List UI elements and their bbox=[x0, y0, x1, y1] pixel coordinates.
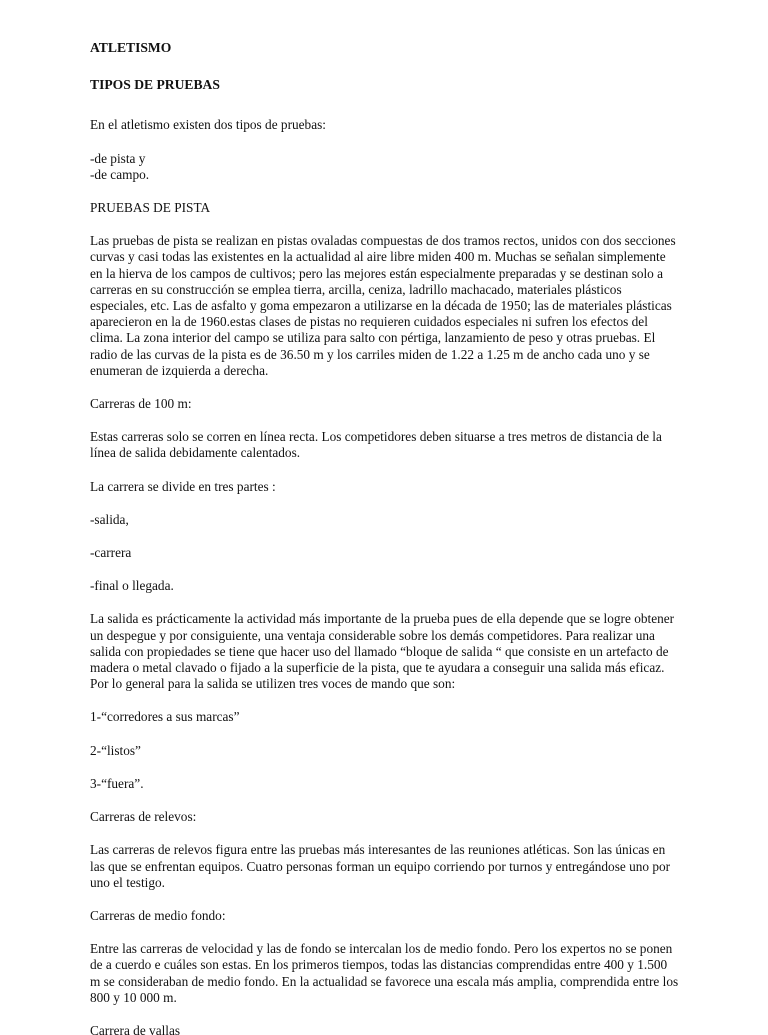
section-heading-track: PRUEBAS DE PISTA bbox=[90, 200, 211, 216]
document-subtitle: TIPOS DE PRUEBAS bbox=[90, 77, 220, 93]
race-part-item: -final o llegada. bbox=[90, 578, 174, 594]
section-heading-relay: Carreras de relevos: bbox=[90, 809, 197, 825]
command-item: 3-“fuera”. bbox=[90, 775, 144, 791]
command-item: 2-“listos” bbox=[90, 742, 141, 758]
intro-paragraph: En el atletismo existen dos tipos de pruebas: bbox=[90, 117, 326, 133]
type-item: -de campo. bbox=[90, 166, 150, 182]
race-parts-intro: La carrera se divide en tres partes : bbox=[90, 478, 276, 494]
start-paragraph: La salida es prácticamente la actividad más importante de la prueba pues de ella depende que se logre obtener un despegue y por consiguiente, una ventaja considerable sobre los demás competidores. Para realizar una salida con propiedades se tiene que hacer uso del llamado “bloque de salida “ que consiste en un artefacto de madera o metal clavado o fijado a la superficie de la pista, que te ayudara a conseguir una salida más eficaz. Por lo general para la salida se utilizen tres voces de mando que son: bbox=[90, 611, 675, 692]
section-heading-hurdles: Carrera de vallas bbox=[90, 1022, 181, 1035]
section-heading-100m: Carreras de 100 m: bbox=[90, 396, 192, 412]
type-item: -de pista y bbox=[90, 150, 146, 166]
race-part-item: -carrera bbox=[90, 545, 132, 561]
types-list bbox=[90, 151, 680, 183]
paragraph-100m: Estas carreras solo se corren en línea recta. Los competidores deben situarse a tres metros de distancia de la línea de salida debidamente calentados. bbox=[90, 429, 662, 461]
relay-paragraph: Las carreras de relevos figura entre las pruebas más interesantes de las reuniones atléticas. Son las únicas en las que se enfrentan equipos. Cuatro personas forman un equipo corriendo por turnos y entregándose uno por uno el testigo. bbox=[90, 842, 671, 890]
document-page bbox=[90, 40, 680, 1035]
section-heading-middle-distance: Carreras de medio fondo: bbox=[90, 907, 226, 923]
race-part-item: -salida, bbox=[90, 511, 129, 527]
middle-distance-paragraph: Entre las carreras de velocidad y las de fondo se intercalan los de medio fondo. Pero los expertos no se ponen de a cuerdo e cuáles son estas. En los primeros tiempos, todas las distancias comprendidas entre 400 y 1.500 m se consideraban de medio fondo. En la actualidad se favorece una escala más amplia, comprendida entre los 800 y 10 000 m. bbox=[90, 941, 679, 1005]
track-paragraph: Las pruebas de pista se realizan en pistas ovaladas compuestas de dos tramos rectos, unidos con dos secciones curvas y casi todas las existentes en la actualidad al aire libre miden 400 m. Muchas se señalan simplemente en la hierva de los campos de cultivos; pero las mejores están especialmente preparadas y se destinan solo a carreras en su construcción se emplea tierra, arcilla, ceniza, ladrillo machacado, materiales plásticos especiales, etc. Las de asfalto y goma empezaron a utilizarse en la década de 1950; las de materiales plásticas aparecieron en la de 1960.estas clases de pistas no requieren cuidados especiales ni sufren los efectos del clima. La zona interior del campo se utiliza para salto con pértiga, lanzamiento de peso y otras pruebas. El radio de las curvas de la pista es de 36.50 m y los carriles miden de 1.22 a 1.25 m de ancho cada uno y se enumeran de izquierda a derecha. bbox=[90, 233, 676, 378]
command-item: 1-“corredores a sus marcas” bbox=[90, 709, 240, 725]
cut-off-section bbox=[90, 1023, 680, 1035]
document-title: ATLETISMO bbox=[90, 40, 172, 55]
